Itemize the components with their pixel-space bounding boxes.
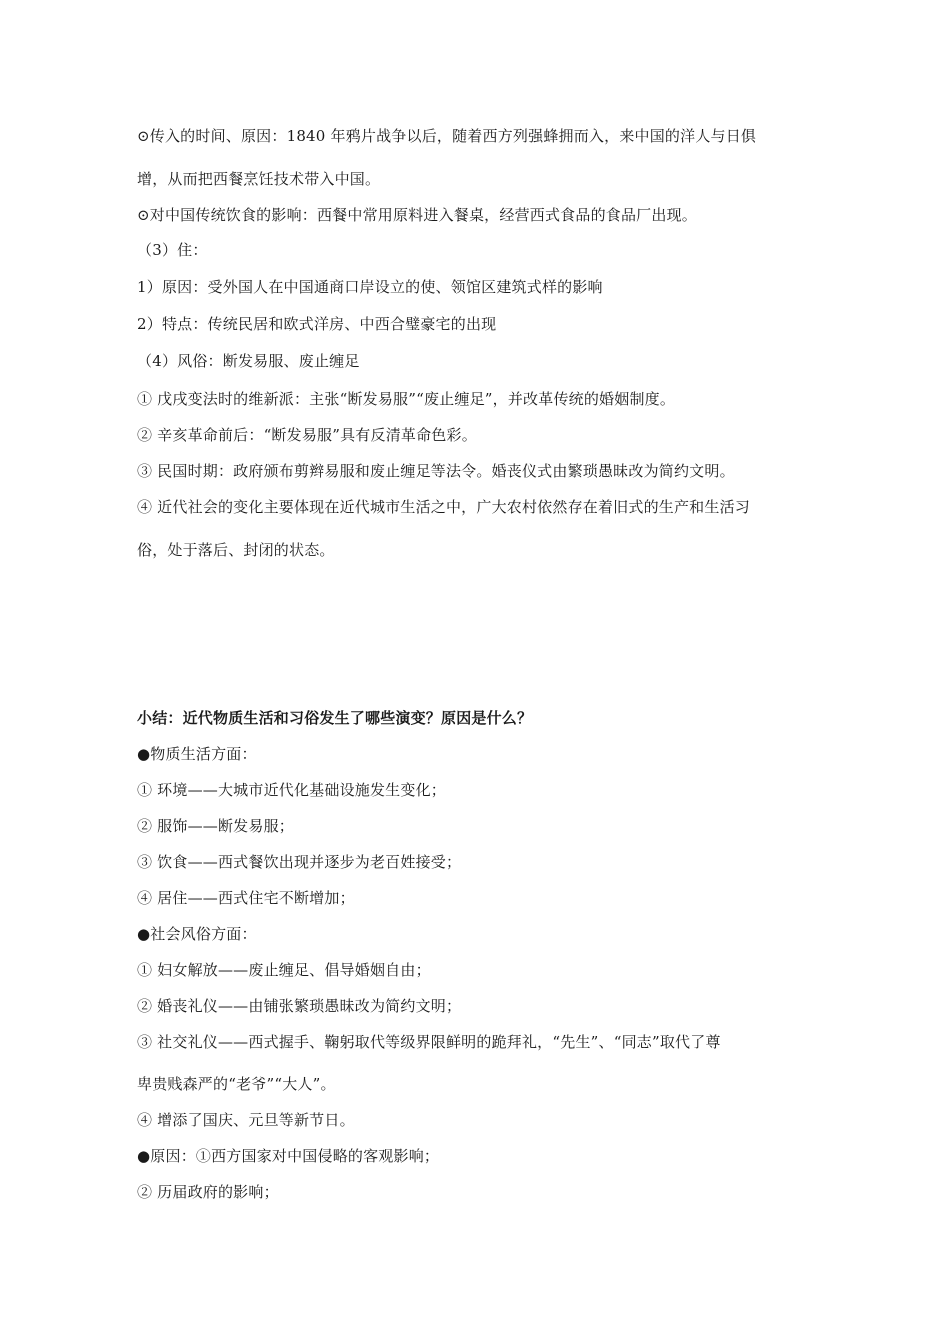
list-item: ① 妇女解放——废止缠足、倡导婚姻自由； — [137, 961, 431, 979]
section-heading-housing: （3）住： — [137, 241, 208, 259]
list-item: ② 婚丧礼仪——由铺张繁琐愚昧改为简约文明； — [137, 997, 462, 1015]
summary-heading: 小结：近代物质生活和习俗发生了哪些演变？原因是什么？ — [137, 709, 533, 727]
list-item: ④ 居住——西式住宅不断增加； — [137, 889, 355, 907]
list-item: ① 环境——大城市近代化基础设施发生变化； — [137, 781, 446, 799]
summary-bullet-reasons: ●原因：①西方国家对中国侵略的客观影响； — [137, 1147, 440, 1165]
summary-bullet-material: ●物质生活方面： — [137, 745, 257, 763]
list-item: ③ 社交礼仪——西式握手、鞠躬取代等级界限鲜明的跪拜礼，“先生”、“同志”取代了尊 — [137, 1033, 721, 1051]
list-item: ④ 近代社会的变化主要体现在近代城市生活之中，广大农村依然存在着旧式的生产和生活习 — [137, 498, 750, 516]
list-item: ④ 增添了国庆、元旦等新节日。 — [137, 1111, 355, 1129]
paragraph-line: 增，从而把西餐烹饪技术带入中国。 — [137, 170, 381, 188]
list-item: ② 历届政府的影响； — [137, 1183, 279, 1201]
summary-bullet-customs: ●社会风俗方面： — [137, 925, 257, 943]
paragraph-line: ⊙对中国传统饮食的影响：西餐中常用原料进入餐桌，经营西式食品的食品厂出现。 — [137, 206, 697, 224]
list-item: ② 服饰——断发易服； — [137, 817, 294, 835]
paragraph-line: ⊙传入的时间、原因：1840 年鸦片战争以后，随着西方列强蜂拥而入，来中国的洋人与日俱 — [137, 127, 757, 145]
list-item: ③ 民国时期：政府颁布剪辫易服和废止缠足等法令。婚丧仪式由繁琐愚昧改为简约文明。 — [137, 462, 735, 480]
list-item: ③ 饮食——西式餐饮出现并逐步为老百姓接受； — [137, 853, 462, 871]
paragraph-line: 卑贵贱森严的“老爷”“大人”。 — [137, 1075, 336, 1093]
paragraph-line: 俗，处于落后、封闭的状态。 — [137, 541, 335, 559]
list-item: ① 戊戌变法时的维新派：主张“断发易服”“废止缠足”，并改革传统的婚姻制度。 — [137, 390, 676, 408]
paragraph-line: 2）特点：传统民居和欧式洋房、中西合璧豪宅的出现 — [137, 315, 497, 333]
section-heading-customs: （4）风俗：断发易服、废止缠足 — [137, 352, 360, 370]
list-item: ② 辛亥革命前后：“断发易服”具有反清革命色彩。 — [137, 426, 477, 444]
paragraph-line: 1）原因：受外国人在中国通商口岸设立的使、领馆区建筑式样的影响 — [137, 278, 603, 296]
